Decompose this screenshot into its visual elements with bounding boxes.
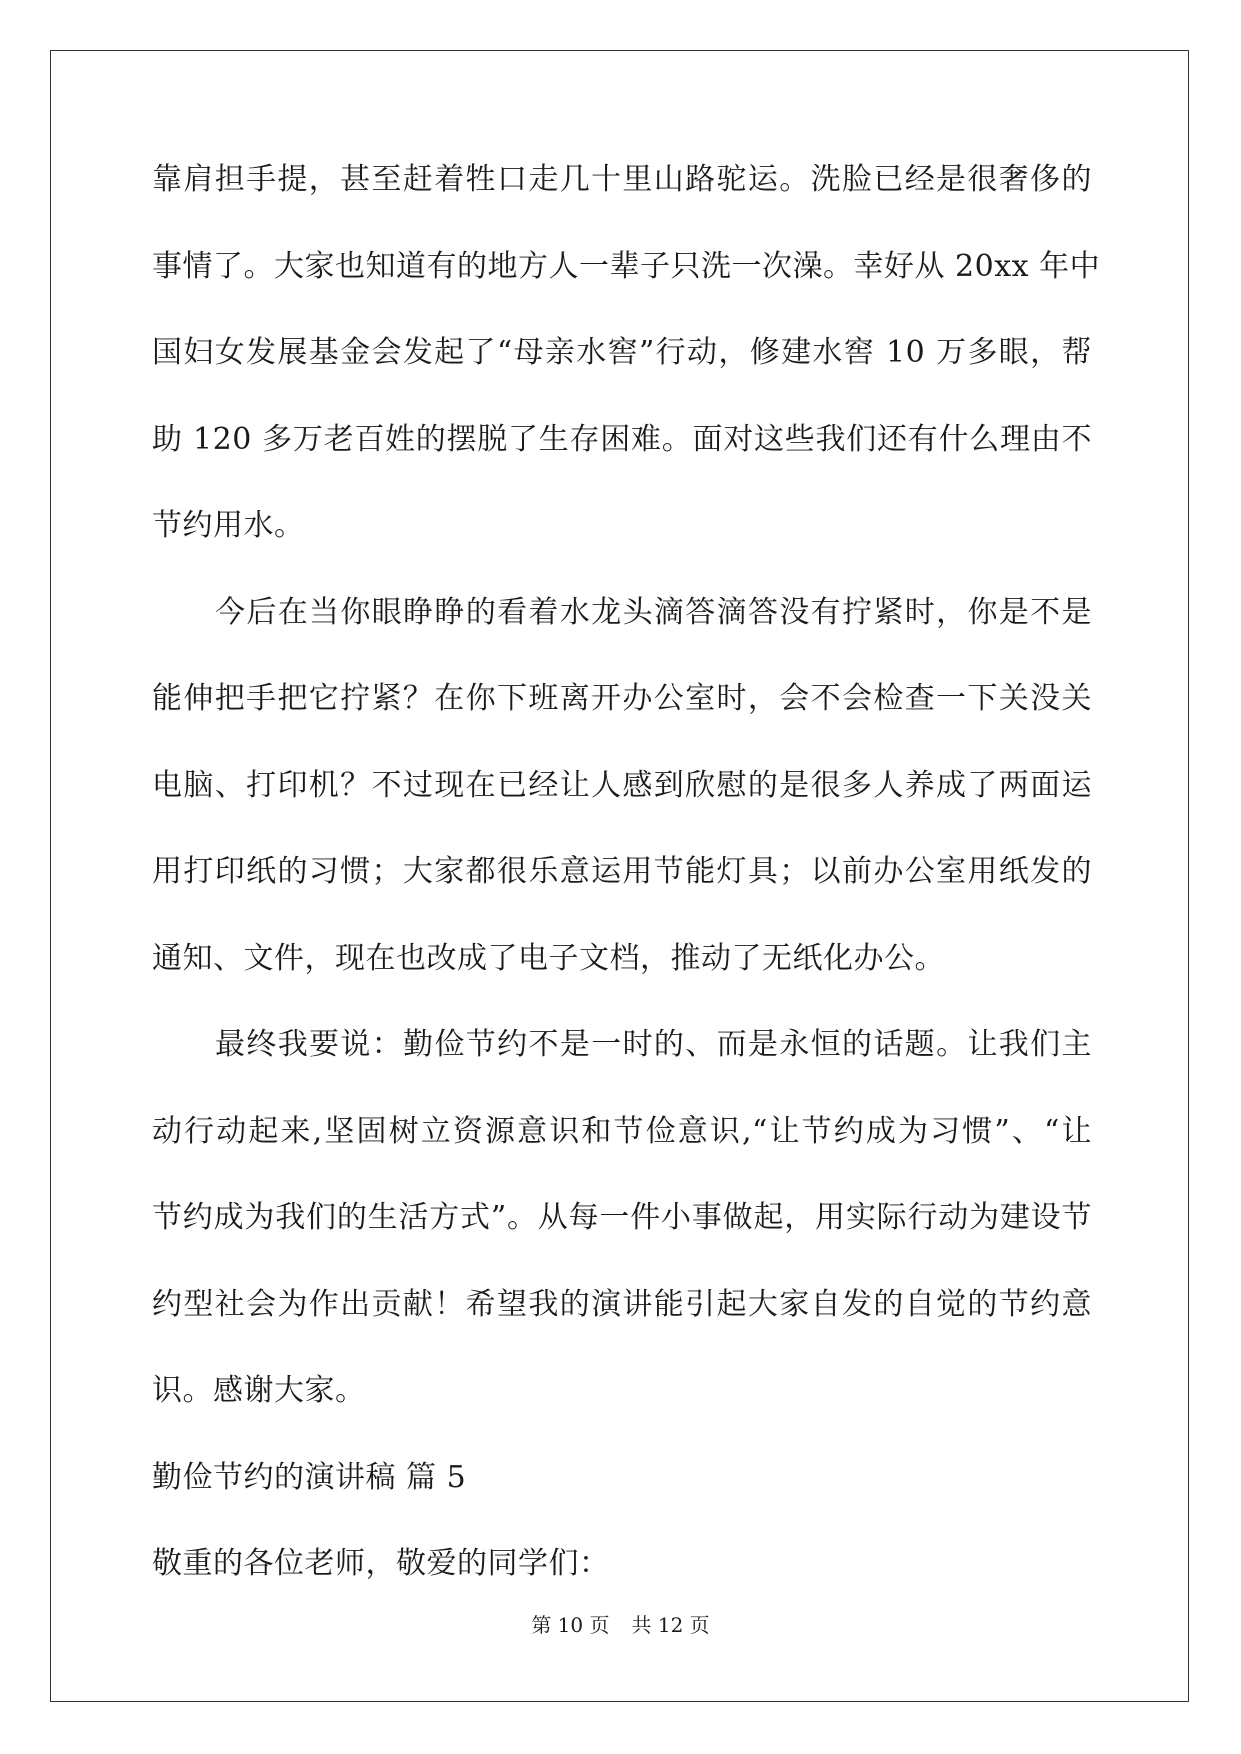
page-number: 第 10 页 — [531, 1613, 610, 1637]
text-line: 动行动起来,坚固树立资源意识和节俭意识,“让节约成为习惯”、“让 — [152, 1113, 1092, 1149]
salutation: 敬重的各位老师，敬爱的同学们： — [152, 1546, 610, 1581]
text-line: 能伸把手把它拧紧？在你下班离开办公室时，会不会检查一下关没关 — [152, 681, 1092, 716]
text-line: 最终我要说：勤俭节约不是一时的、而是永恒的话题。让我们主 — [215, 1027, 1092, 1062]
text-line: 用打印纸的习惯；大家都很乐意运用节能灯具；以前办公室用纸发的 — [152, 854, 1092, 889]
text-line: 事情了。大家也知道有的地方人一辈子只洗一次澡。幸好从 20xx 年中 — [152, 248, 1101, 284]
text-line: 国妇女发展基金会发起了“母亲水窖”行动，修建水窖 10 万多眼，帮 — [152, 335, 1092, 370]
page-footer — [0, 1611, 1241, 1639]
text-line: 节约用水。 — [152, 508, 305, 543]
text-line: 通知、文件，现在也改成了电子文档，推动了无纸化办公。 — [152, 940, 945, 976]
text-line: 识。感谢大家。 — [152, 1373, 366, 1408]
text-line: 助 120 多万老百姓的摆脱了生存困难。面对这些我们还有什么理由不 — [152, 421, 1092, 457]
section-heading: 勤俭节约的演讲稿 篇 5 — [152, 1459, 467, 1495]
text-line: 电脑、打印机？不过现在已经让人感到欣慰的是很多人养成了两面运 — [152, 767, 1092, 803]
text-line: 今后在当你眼睁睁的看着水龙头滴答滴答没有拧紧时，你是不是 — [215, 594, 1092, 630]
text-line: 节约成为我们的生活方式”。从每一件小事做起，用实际行动为建设节 — [152, 1200, 1092, 1235]
text-line: 约型社会为作出贡献！希望我的演讲能引起大家自发的自觉的节约意 — [152, 1286, 1092, 1322]
document-body — [152, 158, 1101, 1629]
page-total: 共 12 页 — [631, 1613, 710, 1637]
text-line: 靠肩担手提，甚至赶着牲口走几十里山路驼运。洗脸已经是很奢侈的 — [152, 162, 1092, 197]
